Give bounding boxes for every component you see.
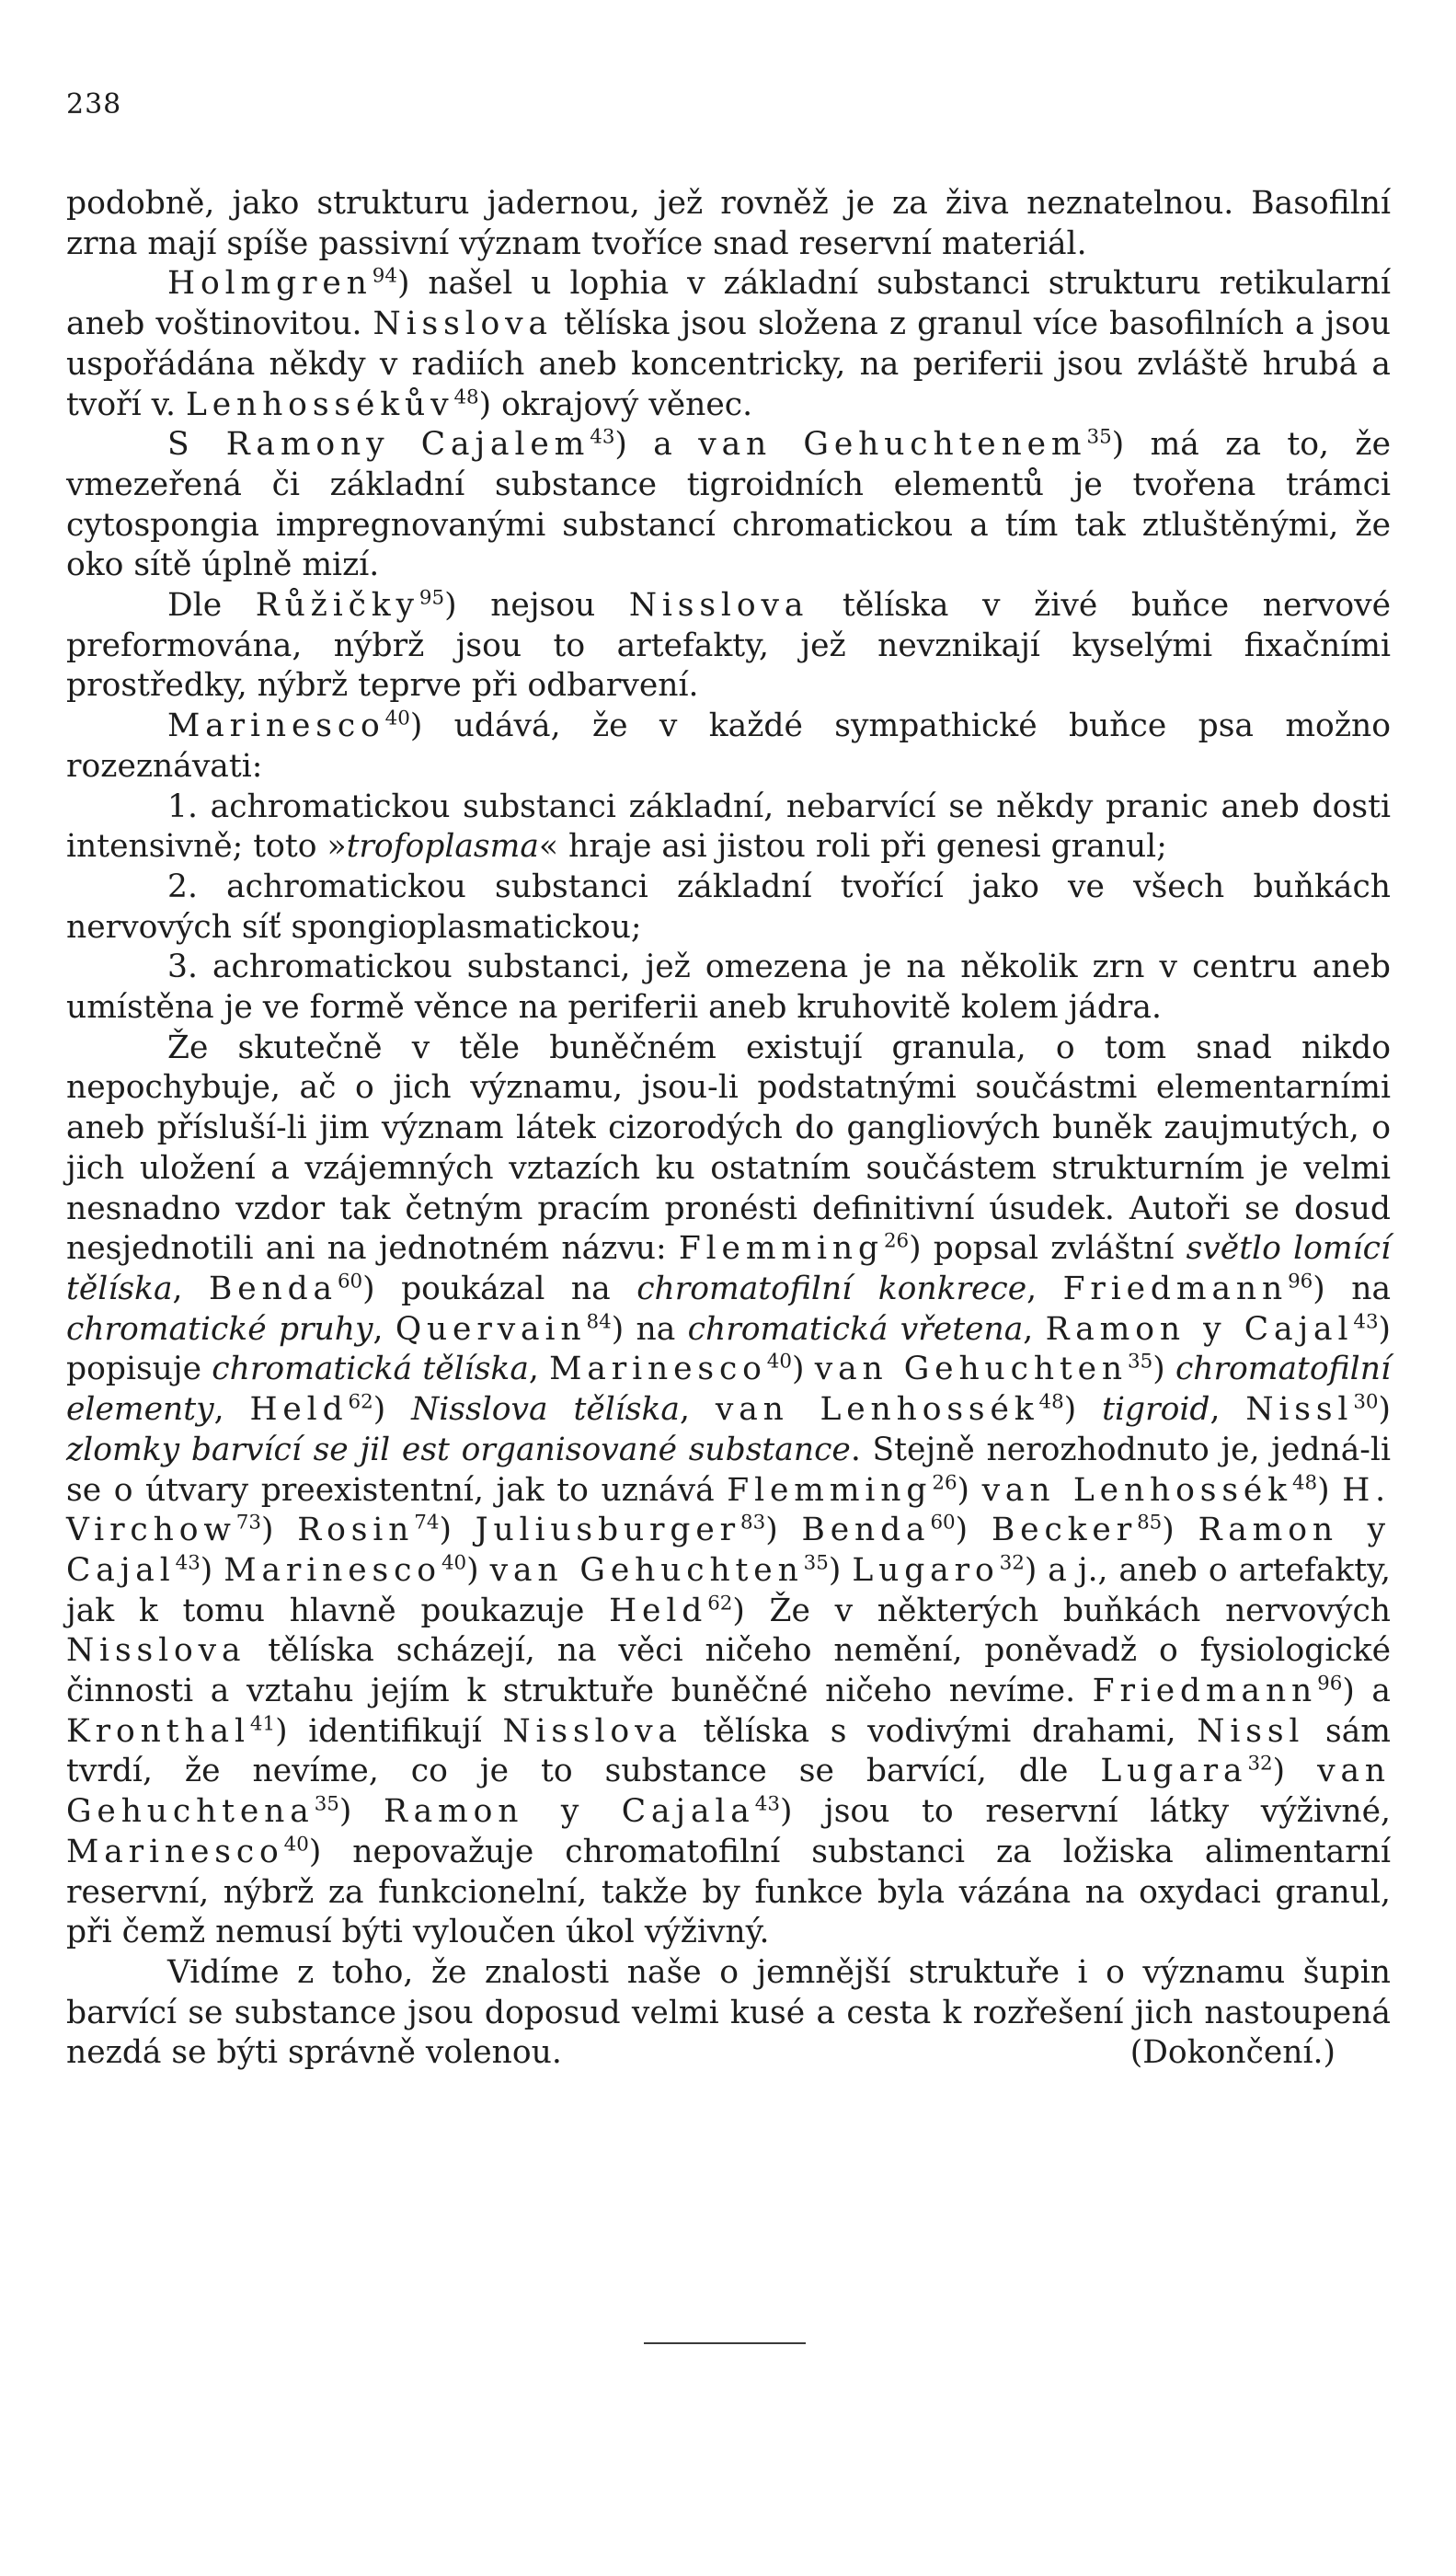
text-run: ) [200, 1551, 224, 1589]
text-run: , [213, 1391, 250, 1429]
author-name: Ramon y Cajala [383, 1793, 755, 1831]
author-name: S Ramony Cajalem [167, 426, 590, 464]
paragraph [66, 1029, 1391, 1953]
text-run: ) poukázal na [362, 1270, 637, 1307]
text-run: , [680, 1391, 716, 1429]
continuation-note: (Dokončení.) [1129, 2034, 1336, 2072]
text-run: ) [955, 1512, 992, 1549]
text-run: ) [260, 1512, 298, 1549]
reference-number: 41 [249, 1712, 276, 1736]
italic-term: chromatická vřetena [687, 1310, 1024, 1348]
paragraph [66, 788, 1391, 868]
reference-number: 40 [283, 1833, 309, 1857]
text-run: ) [1317, 1471, 1343, 1509]
reference-number: 35 [314, 1792, 339, 1816]
author-name: Friedmann [1062, 1270, 1289, 1307]
text-run: ) [765, 1512, 802, 1549]
text-run: « hraje asi jistou roli při genesi granul; [538, 828, 1167, 866]
author-name: Holmgren [167, 265, 373, 303]
italic-term: chromatofilní elementy [66, 1351, 1391, 1429]
author-name: Held [609, 1592, 708, 1629]
text-run: ) nepovažuje chromatofilní substanci za ložiska alimentarní reservní, nýbrž za funkcionelní, takže by funkce byla vázána na oxydaci granul, při čemž nemusí býti vyloučen úkol výživný. [66, 1833, 1391, 1951]
italic-term: tigroid [1102, 1391, 1210, 1429]
author-name: Rosin [297, 1512, 415, 1549]
text-run: , [1210, 1391, 1246, 1429]
reference-number: 60 [337, 1270, 363, 1294]
text-run: sám tvrdí, že nevíme, co je to substance se barvící, dle [66, 1712, 1391, 1790]
paragraph [66, 868, 1391, 948]
closing-text: Vidíme z toho, že znalosti naše o jemnější struktuře i o významu šupin barvící se substance jsou doposud velmi kusé a cesta k rozřešení jich nastoupená nezdá se býti správně volenou. [66, 1953, 1391, 2072]
reference-number: 32 [999, 1551, 1025, 1575]
author-name: H. Virchow [66, 1471, 1391, 1549]
reference-number: 96 [1288, 1270, 1313, 1294]
text-run: ) na [611, 1310, 688, 1348]
text-run: ) popisuje [66, 1310, 1392, 1388]
text-run: tělíska v živé buňce nervové preformována, nýbrž jsou to artefakty, jež nevznikají kyselými fixačními prostředky, nýbrž teprve při odbarvení. [66, 587, 1392, 705]
text-run: ) popsal zvláštní [909, 1230, 1187, 1268]
text-run: ) [1272, 1753, 1318, 1790]
text-run: ) [1378, 1391, 1391, 1429]
text-run: ) [791, 1351, 815, 1388]
author-name: Marinesco [167, 707, 385, 745]
text-run: 3. achromatickou substanci, jež omezena je na několik zrn v centru aneb umístěna je ve formě věnce na periferii aneb kruhovitě kolem jádra. [66, 949, 1391, 1027]
text-run: Dle [167, 587, 256, 625]
reference-number: 74 [414, 1511, 440, 1535]
text-run: ) a [614, 426, 699, 464]
reference-number: 35 [1086, 425, 1112, 449]
text-run: ) [439, 1512, 476, 1549]
author-name: Quervain [395, 1310, 587, 1348]
reference-number: 40 [441, 1551, 467, 1575]
text-run: ) a [1342, 1673, 1391, 1710]
author-name: Held [249, 1391, 349, 1429]
author-name: Nissl [1245, 1391, 1354, 1429]
author-name: Marinesco [224, 1551, 441, 1589]
author-name: Flemming [678, 1230, 884, 1268]
text-run: , [172, 1270, 209, 1307]
text-run: ) má za to, že vmezeřená či základní substance tigroidních elementů je tvořena trámci cytospongia impregnovanými substancí chromatickou a tím tak ztluštěnými, že oko sítě úplně mizí. [66, 426, 1392, 584]
text-run: ) [338, 1793, 384, 1831]
paragraph [66, 586, 1391, 707]
author-name: Lugaro [852, 1551, 1000, 1589]
reference-number: 43 [754, 1792, 780, 1816]
author-name: Juliusburger [475, 1512, 740, 1549]
text-run: ) jsou to reservní látky výživné, [779, 1793, 1391, 1831]
reference-number: 43 [1353, 1310, 1379, 1334]
reference-number: 26 [883, 1229, 910, 1253]
reference-number: 43 [590, 425, 615, 449]
author-name: van Gehuchtenem [698, 426, 1087, 464]
reference-number: 96 [1317, 1672, 1343, 1696]
author-name: Benda [208, 1270, 338, 1307]
text-run: ) a j., aneb o artefakty, jak k tomu hlavně poukazuje [66, 1551, 1391, 1629]
text-run: Že skutečně v těle buněčném existují granula, o tom snad nikdo nepochybuje, ač o jich významu, jsou-li podstatnými součástmi elementarními aneb přísluší-li jim význam látek cizorodých do gangliových buněk zaujmutých, o jich uložení a vzájemných vztazích ku ostatním součástem strukturním je velmi nesnadno vzdor tak četným pracím pronésti definitivní úsudek. Autoři se dosud nesjednotili ani na jednotném názvu: [66, 1029, 1391, 1268]
text-run: ) identifikují [275, 1712, 503, 1750]
page-number: 238 [66, 88, 122, 121]
text-run: . Stejně nerozhodnuto je, jedná-li se o útvary preexistentní, jak to uznává [66, 1431, 1391, 1509]
author-name: van Lenhossék [981, 1471, 1292, 1509]
reference-number: 94 [372, 264, 397, 288]
text-run: , [373, 1310, 396, 1348]
italic-term: chromatická tělíska [212, 1351, 529, 1388]
reference-number: 30 [1353, 1390, 1379, 1414]
reference-number: 62 [348, 1390, 373, 1414]
closing-paragraph [66, 1953, 1391, 2074]
text-run: podobně, jako strukturu jadernou, jež rovněž je za živa neznatelnou. Basofilní zrna mají spíše passivní význam tvoříce snad reservní materiál. [66, 185, 1391, 262]
italic-term: chromatické pruhy [66, 1310, 373, 1348]
author-name: Friedmann [1092, 1673, 1318, 1710]
reference-number: 32 [1247, 1752, 1273, 1776]
author-name: Lenhossékův [185, 385, 454, 423]
paragraph [66, 264, 1391, 425]
author-name: Kronthal [66, 1712, 250, 1750]
author-name: Nisslova [628, 587, 809, 625]
reference-number: 48 [453, 385, 479, 409]
text-run: tělíska s vodivými drahami, [682, 1712, 1198, 1750]
text-run: ) okrajový věnec. [478, 385, 753, 423]
paragraph [66, 948, 1391, 1028]
author-name: van Gehuchten [814, 1351, 1128, 1388]
author-name: Becker [991, 1512, 1138, 1549]
reference-number: 40 [384, 707, 410, 730]
reference-number: 48 [1038, 1390, 1064, 1414]
reference-number: 26 [932, 1471, 957, 1494]
italic-term: chromatofilní konkrece [636, 1270, 1027, 1307]
author-name: Nissl [1197, 1712, 1305, 1750]
text-run: ) nejsou [444, 587, 629, 625]
reference-number: 85 [1137, 1511, 1163, 1535]
author-name: Ramon y Cajal [66, 1512, 1391, 1589]
text-run: ) na [1313, 1270, 1392, 1307]
text-run: , [1026, 1270, 1063, 1307]
reference-number: 43 [175, 1551, 201, 1575]
author-name: Nisslova [373, 305, 553, 343]
text-run: tělíska scházejí, na věci ničeho nemění, poněvadž o fysiologické činnosti a vztahu jejím k struktuře buněčné ničeho nevíme. [66, 1632, 1391, 1710]
author-name: Ramon y Cajal [1045, 1310, 1354, 1348]
author-name: Lugara [1100, 1753, 1248, 1790]
reference-number: 62 [707, 1592, 733, 1616]
author-name: Marinesco [549, 1351, 767, 1388]
article-body [66, 184, 1391, 2074]
author-name: van Gehuchten [489, 1551, 804, 1589]
author-name: Flemming [727, 1471, 933, 1509]
text-run: ) [373, 1391, 412, 1429]
author-name: Růžičky [255, 587, 419, 625]
italic-term: světlo lomící tělíska [66, 1230, 1391, 1307]
author-name: Nisslova [502, 1712, 682, 1750]
text-run: ) [828, 1551, 853, 1589]
text-run: 2. achromatickou substanci základní tvořící jako ve všech buňkách nervových síť spongioplasmatickou; [66, 868, 1391, 946]
author-name: van Gehuchtena [66, 1753, 1391, 1831]
text-run: ) udává, že v každé sympathické buňce psa možno rozeznávati: [66, 707, 1391, 785]
paragraph [66, 425, 1391, 586]
author-name: Marinesco [66, 1833, 284, 1870]
paragraph [66, 184, 1391, 264]
reference-number: 35 [803, 1551, 829, 1575]
text-run: ) [1063, 1391, 1103, 1429]
italic-term: trofoplasma [346, 828, 539, 866]
reference-number: 84 [586, 1310, 612, 1334]
text-run: ) [957, 1471, 982, 1509]
author-name: Benda [801, 1512, 931, 1549]
italic-term: zlomky barvící se jil est organisované substance [66, 1431, 851, 1468]
text-run: tělíska jsou složena z granul více basofilních a jsou uspořádána někdy v radiích aneb koncentricky, na periferii jsou zvláště hrubá a tvoří v. [66, 305, 1391, 423]
reference-number: 95 [418, 586, 445, 610]
reference-number: 48 [1291, 1471, 1318, 1494]
end-divider [644, 2342, 806, 2344]
text-run: , [528, 1351, 550, 1388]
text-run: , [1023, 1310, 1046, 1348]
author-name: van Lenhossék [715, 1391, 1039, 1429]
text-run: 1. achromatickou substanci základní, nebarvící se někdy pranic aneb dosti intensivně; toto » [66, 788, 1391, 866]
reference-number: 60 [930, 1511, 956, 1535]
text-run: ) [466, 1551, 490, 1589]
reference-number: 35 [1128, 1350, 1153, 1374]
italic-term: Nisslova tělíska [411, 1391, 680, 1429]
reference-number: 40 [766, 1350, 792, 1374]
paragraph [66, 707, 1391, 787]
reference-number: 73 [235, 1511, 261, 1535]
text-run: ) [1162, 1512, 1198, 1549]
text-run: ) našel u lophia v základní substanci strukturu retikularní aneb voštinovitou. [66, 265, 1391, 343]
text-run: ) [1152, 1351, 1175, 1388]
reference-number: 83 [739, 1511, 766, 1535]
text-run: ) Že v některých buňkách nervových [732, 1592, 1391, 1629]
author-name: Nisslova [66, 1632, 246, 1670]
